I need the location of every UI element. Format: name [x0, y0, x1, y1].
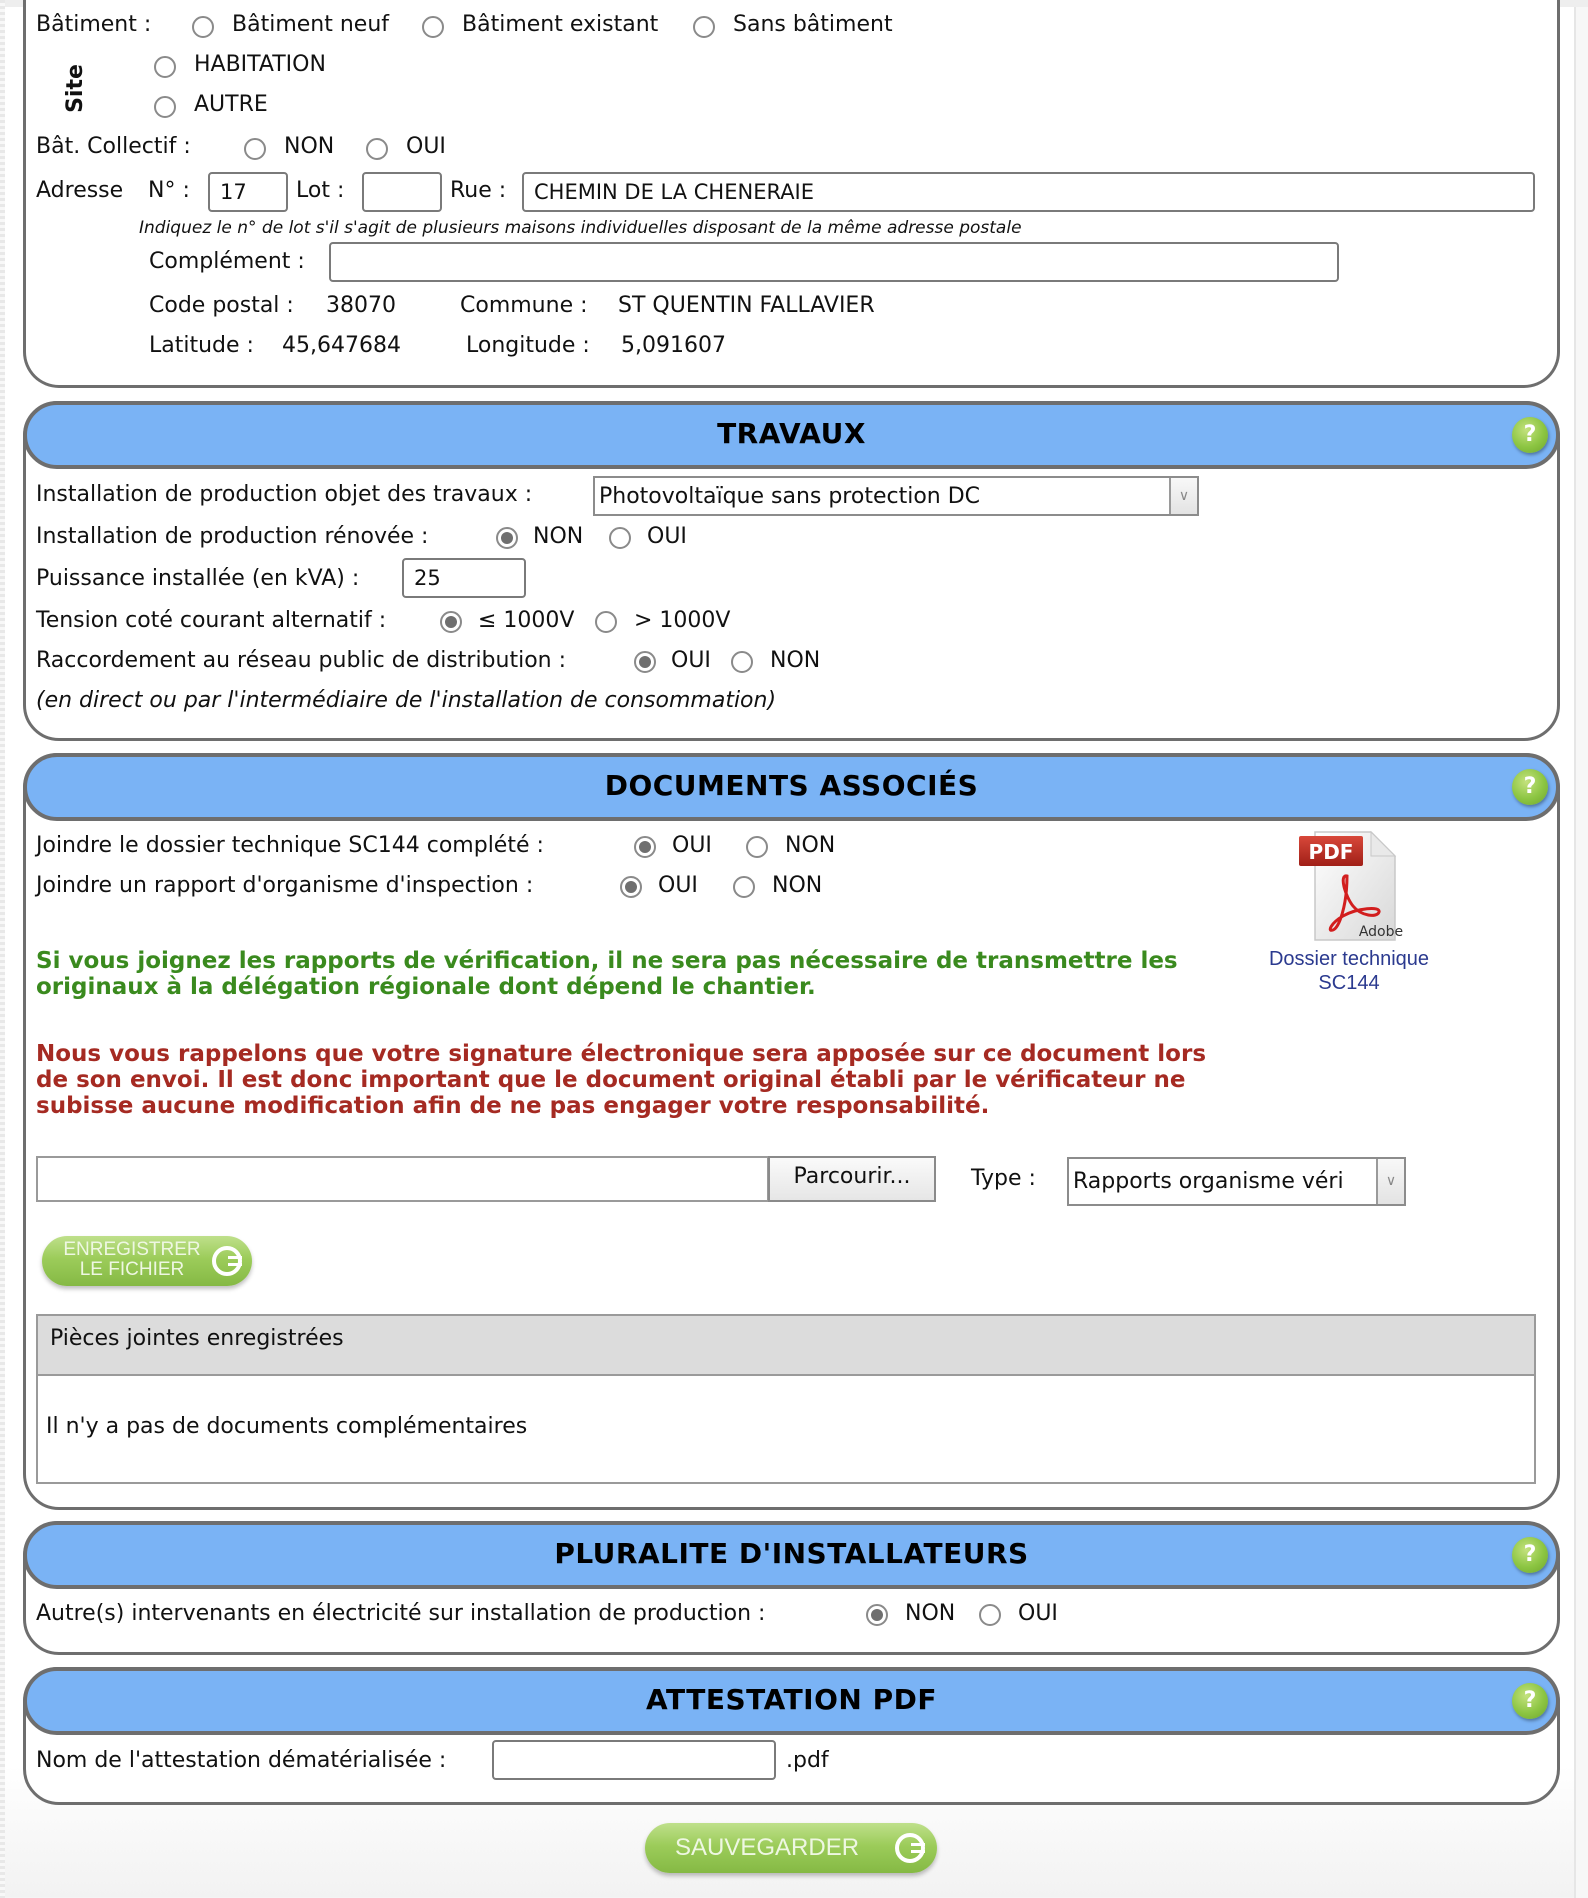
- save-button-label: SAUVEGARDER: [675, 1834, 860, 1861]
- radio-tension-inf-1000v[interactable]: [440, 611, 462, 633]
- radio-label-tension-inf-1000v: ≤ 1000V: [478, 608, 575, 633]
- save-file-button[interactable]: [42, 1236, 252, 1286]
- pluralite-label: Autre(s) intervenants en électricité sur installation de production :: [36, 1601, 766, 1626]
- file-input[interactable]: [36, 1156, 769, 1202]
- green-notice-line1: Si vous joignez les rapports de vérification, il ne sera pas nécessaire de transmettre les: [36, 948, 1178, 974]
- pdf-link-line2: SC144: [1318, 972, 1380, 994]
- radio-label-renovee-non: NON: [533, 524, 584, 549]
- pluralite-title: PLURALITE D'INSTALLATEURS: [554, 1537, 1029, 1570]
- radio-raccordement-oui[interactable]: [634, 651, 656, 673]
- documents-header: [23, 753, 1560, 821]
- radio-raccordement-non[interactable]: [731, 651, 753, 673]
- radio-pluralite-non[interactable]: [866, 1604, 888, 1626]
- type-select-value: Rapports organisme véri: [1073, 1169, 1344, 1194]
- batiment-label: Bâtiment :: [36, 12, 152, 37]
- radio-bat-collectif-oui[interactable]: [366, 138, 388, 160]
- attestation-label: Nom de l'attestation dématérialisée :: [36, 1748, 447, 1773]
- help-icon[interactable]: ?: [1512, 1537, 1548, 1573]
- travaux-title: TRAVAUX: [717, 417, 866, 450]
- installation-select[interactable]: [593, 476, 1199, 516]
- plug-icon: [895, 1833, 925, 1863]
- renovee-label: Installation de production rénovée :: [36, 524, 429, 549]
- adresse-label: Adresse: [36, 178, 124, 203]
- radio-pluralite-oui[interactable]: [979, 1604, 1001, 1626]
- save-file-label-line2: LE FICHIER: [79, 1259, 185, 1280]
- radio-dossier-non[interactable]: [746, 836, 768, 858]
- code-postal-label: Code postal :: [149, 293, 294, 318]
- radio-label-dossier-oui: OUI: [672, 833, 712, 858]
- plug-icon: [212, 1246, 242, 1276]
- latitude-value: 45,647684: [282, 333, 401, 358]
- left-gutter: [0, 0, 5, 1898]
- bat-collectif-label: Bât. Collectif :: [36, 134, 191, 159]
- attachments-empty-message: Il n'y a pas de documents complémentaires: [46, 1414, 528, 1439]
- radio-label-rapport-oui: OUI: [658, 873, 698, 898]
- lot-label: Lot :: [296, 178, 345, 203]
- pluralite-header: [23, 1521, 1560, 1589]
- help-icon[interactable]: ?: [1512, 417, 1548, 453]
- chevron-down-icon: ∨: [1376, 1159, 1404, 1204]
- radio-label-renovee-oui: OUI: [647, 524, 687, 549]
- longitude-label: Longitude :: [466, 333, 590, 358]
- save-button[interactable]: [645, 1823, 937, 1873]
- radio-label-rapport-non: NON: [772, 873, 823, 898]
- radio-label-batiment-neuf: Bâtiment neuf: [232, 12, 390, 37]
- radio-label-pluralite-non: NON: [905, 1601, 956, 1626]
- browse-button[interactable]: Parcourir...: [768, 1156, 936, 1202]
- radio-bat-collectif-non[interactable]: [244, 138, 266, 160]
- help-icon[interactable]: ?: [1512, 769, 1548, 805]
- raccordement-note: (en direct ou par l'intermédiaire de l'installation de consommation): [36, 688, 777, 713]
- installation-label: Installation de production objet des travaux :: [36, 482, 533, 507]
- radio-label-pluralite-oui: OUI: [1018, 1601, 1058, 1626]
- installation-select-value: Photovoltaïque sans protection DC: [599, 484, 981, 509]
- radio-dossier-oui[interactable]: [634, 836, 656, 858]
- green-notice-line2: originaux à la délégation régionale dont dépend le chantier.: [36, 974, 816, 1000]
- numero-label: N° :: [148, 178, 190, 203]
- radio-label-autre: AUTRE: [194, 92, 268, 117]
- scrollbar-track[interactable]: [1574, 7, 1588, 1898]
- radio-autre[interactable]: [154, 96, 176, 118]
- numero-input[interactable]: 17: [208, 172, 288, 212]
- attestation-panel: [23, 1667, 1560, 1805]
- rapport-label: Joindre un rapport d'organisme d'inspection :: [36, 873, 534, 898]
- latitude-label: Latitude :: [149, 333, 254, 358]
- radio-label-habitation: HABITATION: [194, 52, 326, 77]
- radio-renovee-oui[interactable]: [609, 527, 631, 549]
- attestation-header: [23, 1667, 1560, 1735]
- radio-label-bat-collectif-non: NON: [284, 134, 335, 159]
- commune-label: Commune :: [460, 293, 588, 318]
- radio-label-bat-collectif-oui: OUI: [406, 134, 446, 159]
- radio-rapport-oui[interactable]: [620, 876, 642, 898]
- type-select[interactable]: [1067, 1157, 1406, 1206]
- red-notice-line2: de son envoi. Il est donc important que le document original établi par le vérificateur ne: [36, 1067, 1186, 1093]
- attestation-title: ATTESTATION PDF: [646, 1683, 937, 1716]
- radio-habitation[interactable]: [154, 56, 176, 78]
- rue-label: Rue :: [450, 178, 507, 203]
- pdf-dossier-link[interactable]: [1249, 826, 1449, 1006]
- radio-tension-sup-1000v[interactable]: [595, 611, 617, 633]
- radio-label-tension-sup-1000v: > 1000V: [634, 608, 731, 633]
- pdf-extension: .pdf: [786, 1748, 829, 1773]
- svg-text:PDF: PDF: [1308, 840, 1354, 864]
- puissance-input[interactable]: 25: [402, 558, 526, 598]
- radio-batiment-neuf[interactable]: [192, 16, 214, 38]
- travaux-panel: [23, 401, 1560, 741]
- documents-panel: [23, 753, 1560, 1510]
- site-section-label: Site: [62, 64, 88, 113]
- radio-rapport-non[interactable]: [733, 876, 755, 898]
- raccordement-label: Raccordement au réseau public de distribution :: [36, 648, 567, 673]
- attestation-name-input[interactable]: [492, 1740, 776, 1780]
- radio-batiment-existant[interactable]: [422, 16, 444, 38]
- radio-sans-batiment[interactable]: [693, 16, 715, 38]
- rue-input[interactable]: CHEMIN DE LA CHENERAIE: [522, 172, 1535, 212]
- svg-text:Adobe: Adobe: [1358, 924, 1404, 940]
- type-label: Type :: [971, 1166, 1036, 1191]
- radio-label-raccordement-oui: OUI: [671, 648, 711, 673]
- lot-hint: Indiquez le n° de lot s'il s'agit de plusieurs maisons individuelles disposant de la même adresse postale: [139, 218, 1022, 238]
- commune-value: ST QUENTIN FALLAVIER: [618, 293, 875, 318]
- save-file-label-line1: ENREGISTRER: [63, 1239, 201, 1260]
- code-postal-value: 38070: [326, 293, 396, 318]
- pdf-link-line1: Dossier technique: [1268, 948, 1430, 970]
- red-notice-line1: Nous vous rappelons que votre signature électronique sera apposée sur ce document lors: [36, 1041, 1207, 1067]
- radio-label-sans-batiment: Sans bâtiment: [733, 12, 893, 37]
- travaux-header: [23, 401, 1560, 469]
- red-notice-line3: subisse aucune modification afin de ne pas engager votre responsabilité.: [36, 1093, 990, 1119]
- pdf-file-icon: [1287, 826, 1407, 946]
- complement-input[interactable]: [329, 242, 1339, 282]
- chevron-down-icon: ∨: [1169, 478, 1197, 514]
- attachments-table-header: Pièces jointes enregistrées: [38, 1316, 1534, 1376]
- lot-input[interactable]: [362, 172, 442, 212]
- dossier-label: Joindre le dossier technique SC144 complété :: [36, 833, 544, 858]
- pluralite-panel: [23, 1521, 1560, 1655]
- site-panel: [23, 0, 1560, 388]
- radio-renovee-non[interactable]: [496, 527, 518, 549]
- tension-label: Tension coté courant alternatif :: [36, 608, 387, 633]
- longitude-value: 5,091607: [621, 333, 726, 358]
- documents-title: DOCUMENTS ASSOCIÉS: [604, 769, 979, 802]
- attachments-table: [36, 1314, 1536, 1484]
- radio-label-batiment-existant: Bâtiment existant: [462, 12, 659, 37]
- radio-label-dossier-non: NON: [785, 833, 836, 858]
- complement-label: Complément :: [149, 249, 305, 274]
- radio-label-raccordement-non: NON: [770, 648, 821, 673]
- help-icon[interactable]: ?: [1512, 1683, 1548, 1719]
- puissance-label: Puissance installée (en kVA) :: [36, 566, 360, 591]
